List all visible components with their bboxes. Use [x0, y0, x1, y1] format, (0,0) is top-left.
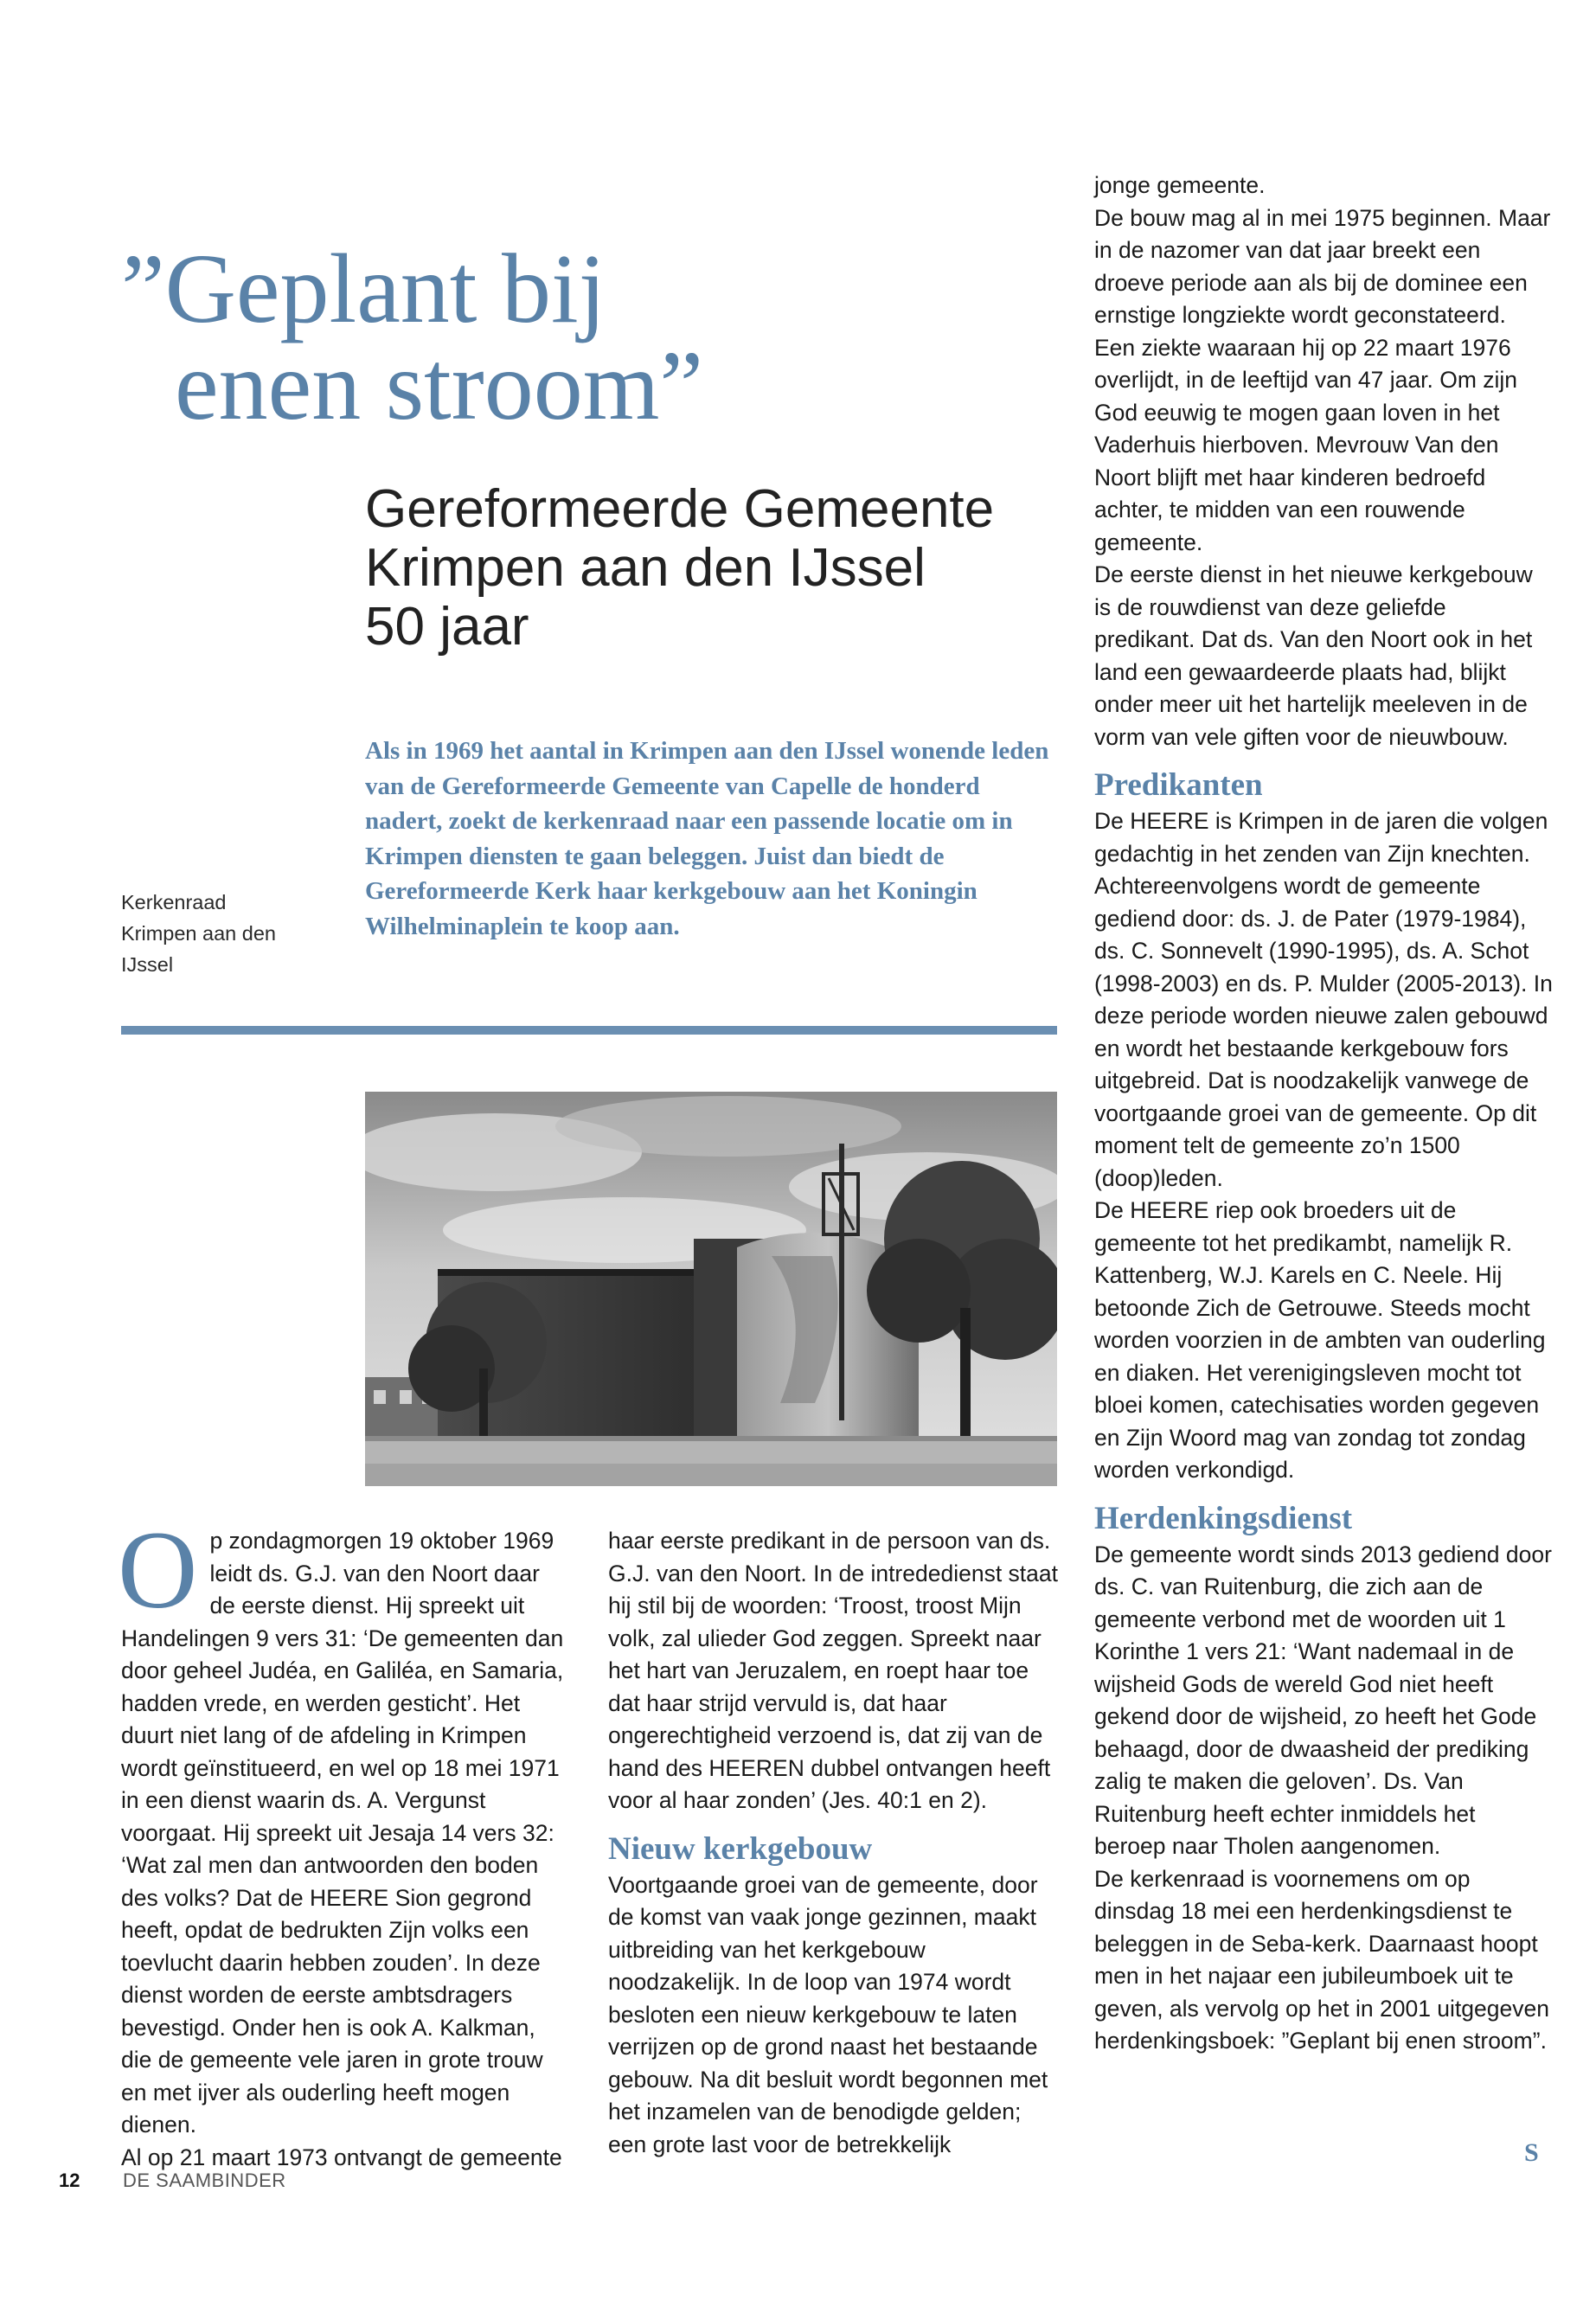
church-photo-illustration [365, 1092, 1057, 1486]
col3-paragraph-4: De HEERE is Krimpen in de jaren die volgen gedachtig in het zenden van Zijn knechten. Achtereenvolgens wordt de gemeente gediend door: ds. J. de Pater (1979-1984), ds. C. Sonnevelt (1990-1995), ds. A. Schot (1998-2003) en ds. P. Mulder (2005-2013). In deze periode worden nieuwe zalen gebouwd en wordt het bestaande kerkgebouw fors uitgebreid. Dat is noodzakelijk vanwege de voortgaande groei van de gemeente. Op dit moment telt de gemeente zo’n 1500 (doop)leden. [1094, 808, 1553, 1191]
col2-paragraph-2: Voortgaande groei van de gemeente, door de komst van vaak jonge gezinnen, maakt uitbreiding van het kerkgebouw noodzakelijk. In de loop van 1974 wordt besloten een nieuw kerkgebouw te laten verrijzen op de grond naast het bestaande gebouw. Na dit besluit wordt begonnen met het inzamelen van de benodigde gelden; een grote last voor de betrekkelijk [608, 1871, 1048, 2157]
article-subtitle [365, 480, 1074, 657]
col3-paragraph-5: De HEERE riep ook broeders uit de gemeente tot het predikambt, namelijk R. Kattenberg, W.J. Karels en C. Neele. Hij betoonde Zich de Getrouwe. Steeds mocht worden voorzien in de ambten van ouderling en diaken. Het verenigingsleven mocht tot bloei komen, catechisaties worden gegeven en Zijn Woord mag van zondag tot zondag worden verkondigd. [1094, 1197, 1546, 1483]
caption-line-1: Kerkenraad [121, 891, 227, 913]
intro-lead: Als in 1969 het aantal in Krimpen aan den IJssel wonende leden van de Gereformeerde Gemeente van Capelle de honderd nadert, zoekt de kerkenraad naar een passende locatie om in Krimpen diensten te gaan beleggen. Juist dan biedt de Gereformeerde Kerk haar kerkgebouw aan het Koningin Wilhelminaplein te koop aan. [365, 737, 1049, 940]
caption-line-3: IJssel [121, 953, 174, 976]
body-column-2 [608, 1525, 1058, 2161]
section-divider [121, 1026, 1057, 1035]
subtitle-line-2: Krimpen aan den IJssel [365, 538, 926, 598]
heading-herdenkingsdienst: Herdenkingsdienst [1094, 1500, 1353, 1536]
title-line-2: enen stroom” [175, 330, 703, 440]
end-mark-logo: S [1524, 2138, 1539, 2167]
heading-predikanten: Predikanten [1094, 767, 1263, 803]
col1-paragraph-2: Al op 21 maart 1973 ontvangt de gemeente [121, 2144, 562, 2170]
page-number: 12 [59, 2170, 80, 2191]
caption-line-2: Krimpen aan den [121, 922, 276, 945]
col1-paragraph-1: p zondagmorgen 19 oktober 1969 leidt ds. G.J. van den Noort daar de eerste dienst. Hij spreekt uit Handelingen 9 vers 31: ‘De gemeenten dan door geheel Judéa, en Galiléa, en Samaria, hadden vrede, en werden gesticht’. Het duurt niet lang of de afdeling in Krimpen wordt geïnstitueerd, en wel op 18 mei 1971 in een dienst waarin ds. A. Vergunst voorgaat. Hij spreekt uit Jesaja 14 vers 32: ‘Wat zal men dan antwoorden den boden des volks? Dat de HEERE Sion gegrond heeft, opdat de bedrukten Zijn volks een toevlucht daarin hebben zouden’. In deze dienst worden de eerste ambtsdragers bevestigd. Onder hen is ook A. Kalkman, die de gemeente vele jaren in grote trouw en met ijver als ouderling heeft mogen dienen. [121, 1528, 564, 2138]
col3-paragraph-2: De bouw mag al in mei 1975 beginnen. Maar in de nazomer van dat jaar breekt een droeve periode aan als bij de dominee een ernstige longziekte wordt geconstateerd. Een ziekte waaraan hij op 22 maart 1976 overlijdt, in de leeftijd van 47 jaar. Om zijn God eeuwig te mogen gaan loven in het Vaderhuis hierboven. Mevrouw Van den Noort blijft met haar kinderen bedroefd achter, te midden van een rouwende gemeente. [1094, 204, 1551, 555]
title-line-1: ”Geplant bij [121, 234, 606, 343]
col3-paragraph-1: jonge gemeente. [1094, 172, 1266, 198]
body-column-1 [118, 1509, 571, 2174]
church-photo [365, 1092, 1057, 1486]
subtitle-line-1: Gereformeerde Gemeente [365, 479, 995, 539]
heading-nieuw-kerkgebouw: Nieuw kerkgebouw [608, 1830, 873, 1867]
col3-paragraph-3: De eerste dienst in het nieuwe kerkgebouw is de rouwdienst van deze geliefde predikant. Dat ds. Van den Noort ook in het land een gewaardeerde plaats had, blijkt onder meer uit het hartelijk meeleven in de vorm van vele giften voor de nieuwbouw. [1094, 561, 1533, 750]
col2-paragraph-1: haar eerste predikant in de persoon van ds. G.J. van den Noort. In de intrededienst staat hij stil bij de woorden: ‘Troost, troost Mijn volk, zal ulieder God zeggen. Spreekt naar het hart van Jeruzalem, en roept haar toe dat haar strijd vervuld is, dat haar ongerechtigheid verzoend is, dat zij van de hand des HEEREN dubbel ontvangen heeft voor al haar zonden’ (Jes. 40:1 en 2). [608, 1528, 1058, 1813]
magazine-name: DE SAAMBINDER [123, 2170, 286, 2191]
drop-cap: O [118, 1509, 198, 1631]
subtitle-line-3: 50 jaar [365, 597, 529, 657]
photo-caption [121, 887, 329, 980]
col3-paragraph-6: De gemeente wordt sinds 2013 gediend door ds. C. van Ruitenburg, die zich aan de gemeente verbond met de woorden uit 1 Korinthe 1 vers 21: ‘Want nademaal in de wijsheid Gods de wereld God niet heeft gekend door de wijsheid, zo heeft het Gode behaagd, door de dwaasheid der prediking zalig te maken die geloven’. Ds. Van Ruitenburg heeft echter inmiddels het beroep naar Tholen aangenomen. [1094, 1541, 1552, 1859]
col3-paragraph-7: De kerkenraad is voornemens om op dinsdag 18 mei een herdenkingsdienst te beleggen in de Seba-kerk. Daarnaast hoopt men in het najaar een jubileumboek uit te geven, als vervolg op het in 2001 uitgegeven herdenkingsboek: ”Geplant bij enen stroom”. [1094, 1865, 1549, 2054]
article-title [121, 234, 830, 440]
body-column-3 [1094, 170, 1553, 2058]
